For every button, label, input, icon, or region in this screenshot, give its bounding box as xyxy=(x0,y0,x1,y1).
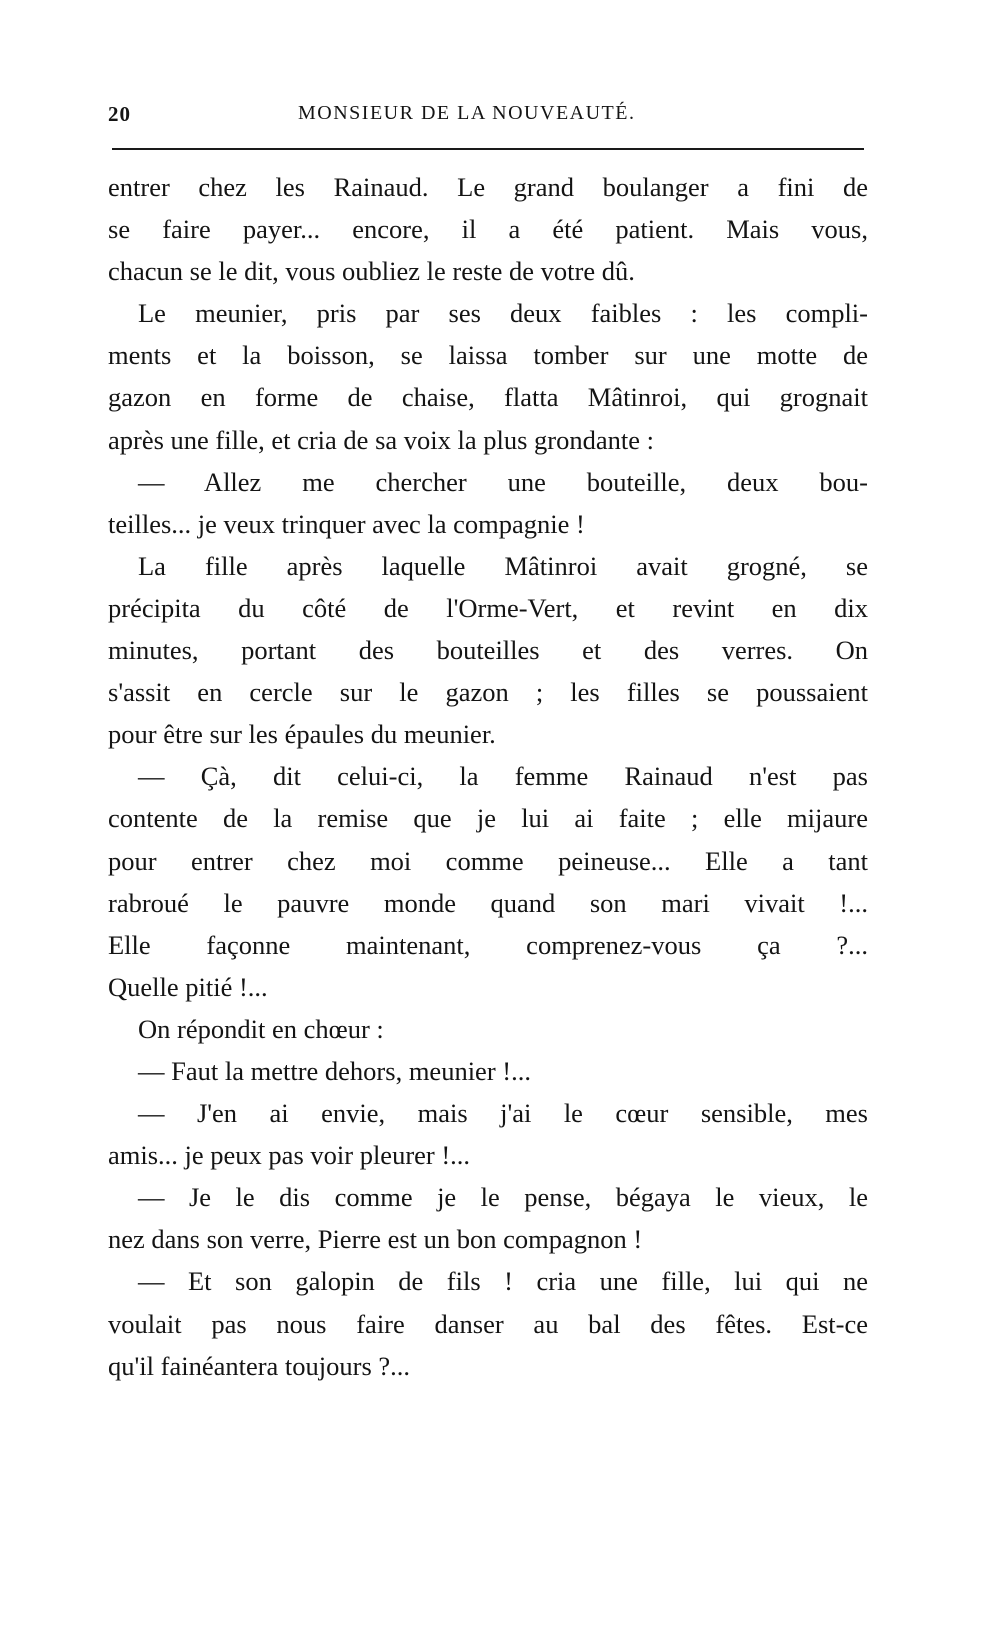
text-line: rabroué le pauvre monde quand son mari vivait !... xyxy=(108,887,868,918)
text-line: Elle façonne maintenant, comprenez-vous ça ?... xyxy=(108,929,868,960)
text-line: pour être sur les épaules du meunier. xyxy=(108,719,496,750)
text-line: — Je le dis comme je le pense, bégaya le vieux, le xyxy=(138,1182,868,1213)
text-line: entrer chez les Rainaud. Le grand boulanger a fini de xyxy=(108,172,868,202)
text-line: gazon en forme de chaise, flatta Mâtinroi, qui grognait xyxy=(108,382,868,413)
text-line: teilles... je veux trinquer avec la compagnie ! xyxy=(108,508,585,539)
header-rule xyxy=(112,148,864,150)
text-line: après une fille, et cria de sa voix la plus grondante : xyxy=(108,424,655,455)
text-line: précipita du côté de l'Orme-Vert, et revint en dix xyxy=(108,592,868,623)
text-line: pour entrer chez moi comme peineuse... Elle a tant xyxy=(108,845,868,876)
text-line: ments et la boisson, se laissa tomber sur une motte de xyxy=(108,340,868,371)
text-line: — Faut la mettre dehors, meunier !... xyxy=(138,1055,531,1086)
text-line: se faire payer... encore, il a été patient. Mais vous, xyxy=(108,214,868,245)
text-line: — J'en ai envie, mais j'ai le cœur sensible, mes xyxy=(138,1098,868,1129)
text-line: contente de la remise que je lui ai faite ; elle mijaure xyxy=(108,803,868,834)
running-title: MONSIEUR DE LA NOUVEAUTÉ. xyxy=(298,102,636,124)
text-line: — Çà, dit celui-ci, la femme Rainaud n'est pas xyxy=(138,761,868,792)
text-line: On répondit en chœur : xyxy=(138,1013,384,1044)
text-line: Le meunier, pris par ses deux faibles : les compli- xyxy=(138,298,868,329)
text-line: s'assit en cercle sur le gazon ; les filles se poussaient xyxy=(108,677,868,708)
page-header xyxy=(108,102,866,134)
body-text xyxy=(108,166,868,1387)
text-line: voulait pas nous faire danser au bal des fêtes. Est-ce xyxy=(108,1308,868,1339)
page-number: 20 xyxy=(108,102,131,126)
text-line: chacun se le dit, vous oubliez le reste de votre dû. xyxy=(108,256,635,287)
text-line: minutes, portant des bouteilles et des verres. On xyxy=(108,635,868,666)
text-line: nez dans son verre, Pierre est un bon compagnon ! xyxy=(108,1224,643,1255)
text-line: Quelle pitié !... xyxy=(108,971,268,1002)
text-line: — Allez me chercher une bouteille, deux bou- xyxy=(138,466,868,497)
text-line: qu'il fainéantera toujours ?... xyxy=(108,1350,411,1381)
text-line: amis... je peux pas voir pleurer !... xyxy=(108,1140,471,1171)
text-line: La fille après laquelle Mâtinroi avait grogné, se xyxy=(138,550,868,581)
text-line: — Et son galopin de fils ! cria une fille, lui qui ne xyxy=(138,1266,868,1297)
